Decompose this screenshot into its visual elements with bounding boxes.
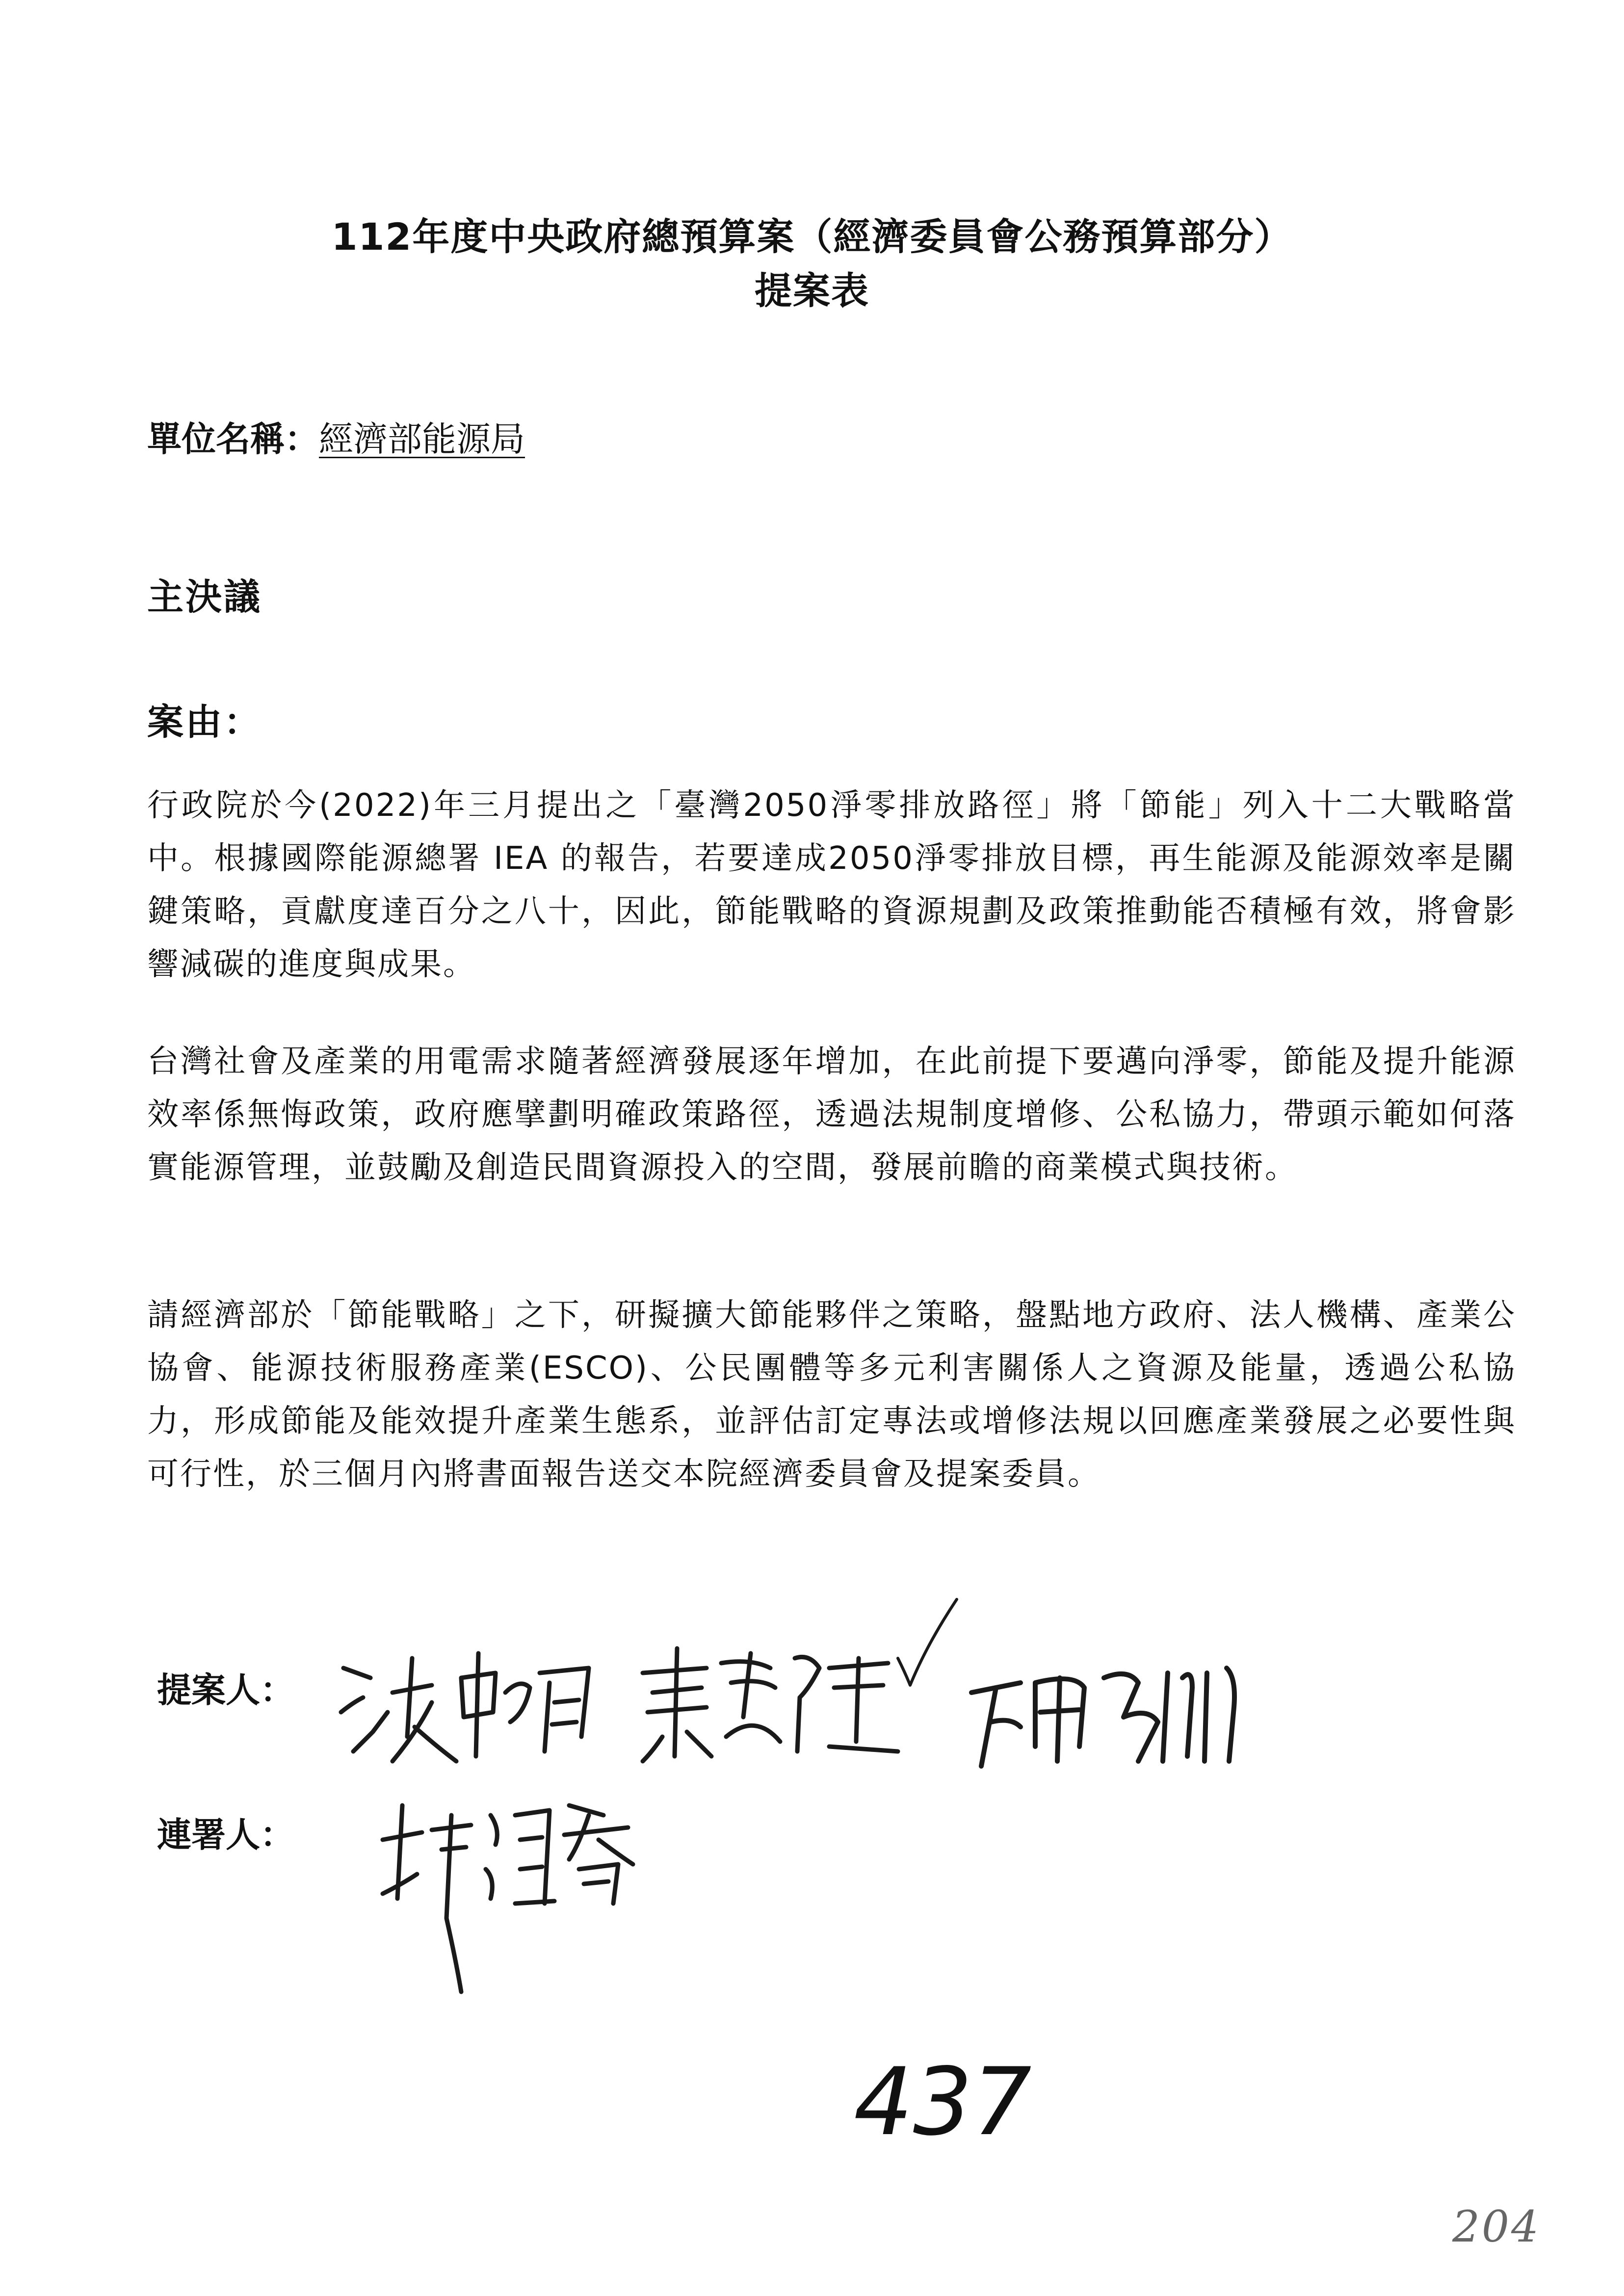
cosigner-signature (373, 1786, 648, 1997)
paragraph-2: 台灣社會及產業的用電需求隨著經濟發展逐年增加，在此前提下要邁向淨零，節能及提升能源效率係無悔政策，政府應擘劃明確政策路徑，透過法規制度增修、公私協力，帶頭示範如何落實能源管理，並鼓勵及創造民間資源投入的空間，發展前瞻的商業模式與技術。 (147, 1044, 1516, 1186)
document-title: 112年度中央政府總預算案（經濟委員會公務預算部分） (331, 215, 1293, 259)
proposer-label: 提案人： (157, 1670, 294, 1710)
proposer-signature-3 (962, 1648, 1256, 1776)
proposer-signature-2 (633, 1639, 908, 1766)
paragraph-1: 行政院於今(2022)年三月提出之「臺灣2050淨零排放路徑」將「節能」列入十二大戰略當中。根據國際能源總署 IEA 的報告，若要達成2050淨零排放目標，再生能源及能源效率是關鍵策略，貢獻度達百分之八十，因此，節能戰略的資源規劃及政策推動能否積極有效，將會影響減碳的進度與成果。 (147, 787, 1516, 983)
paragraph-3: 請經濟部於「節能戰略」之下，研擬擴大節能夥伴之策略，盤點地方政府、法人機構、產業公協會、能源技術服務產業(ESCO)、公民團體等多元利害關係人之資源及能量，透過公私協力，形成節能及能效提升產業生態系，並評估訂定專法或增修法規以回應產業發展之必要性與可行性，於三個月內將書面報告送交本院經濟委員會及提案委員。 (147, 1297, 1516, 1492)
cosigner-label: 連署人： (157, 1815, 294, 1855)
handwritten-corner-number: 204 (1452, 2201, 1541, 2252)
unit-value: 經濟部能源局 (319, 419, 525, 459)
section-main-resolution: 主決議 (147, 576, 262, 618)
handwritten-page-number: 437 (854, 2048, 1032, 2156)
section-reason: 案由： (147, 701, 262, 743)
unit-field (147, 419, 525, 459)
unit-label: 單位名稱： (147, 419, 319, 459)
document-subtitle: 提案表 (755, 269, 869, 313)
proposer-signature-1 (334, 1639, 608, 1766)
